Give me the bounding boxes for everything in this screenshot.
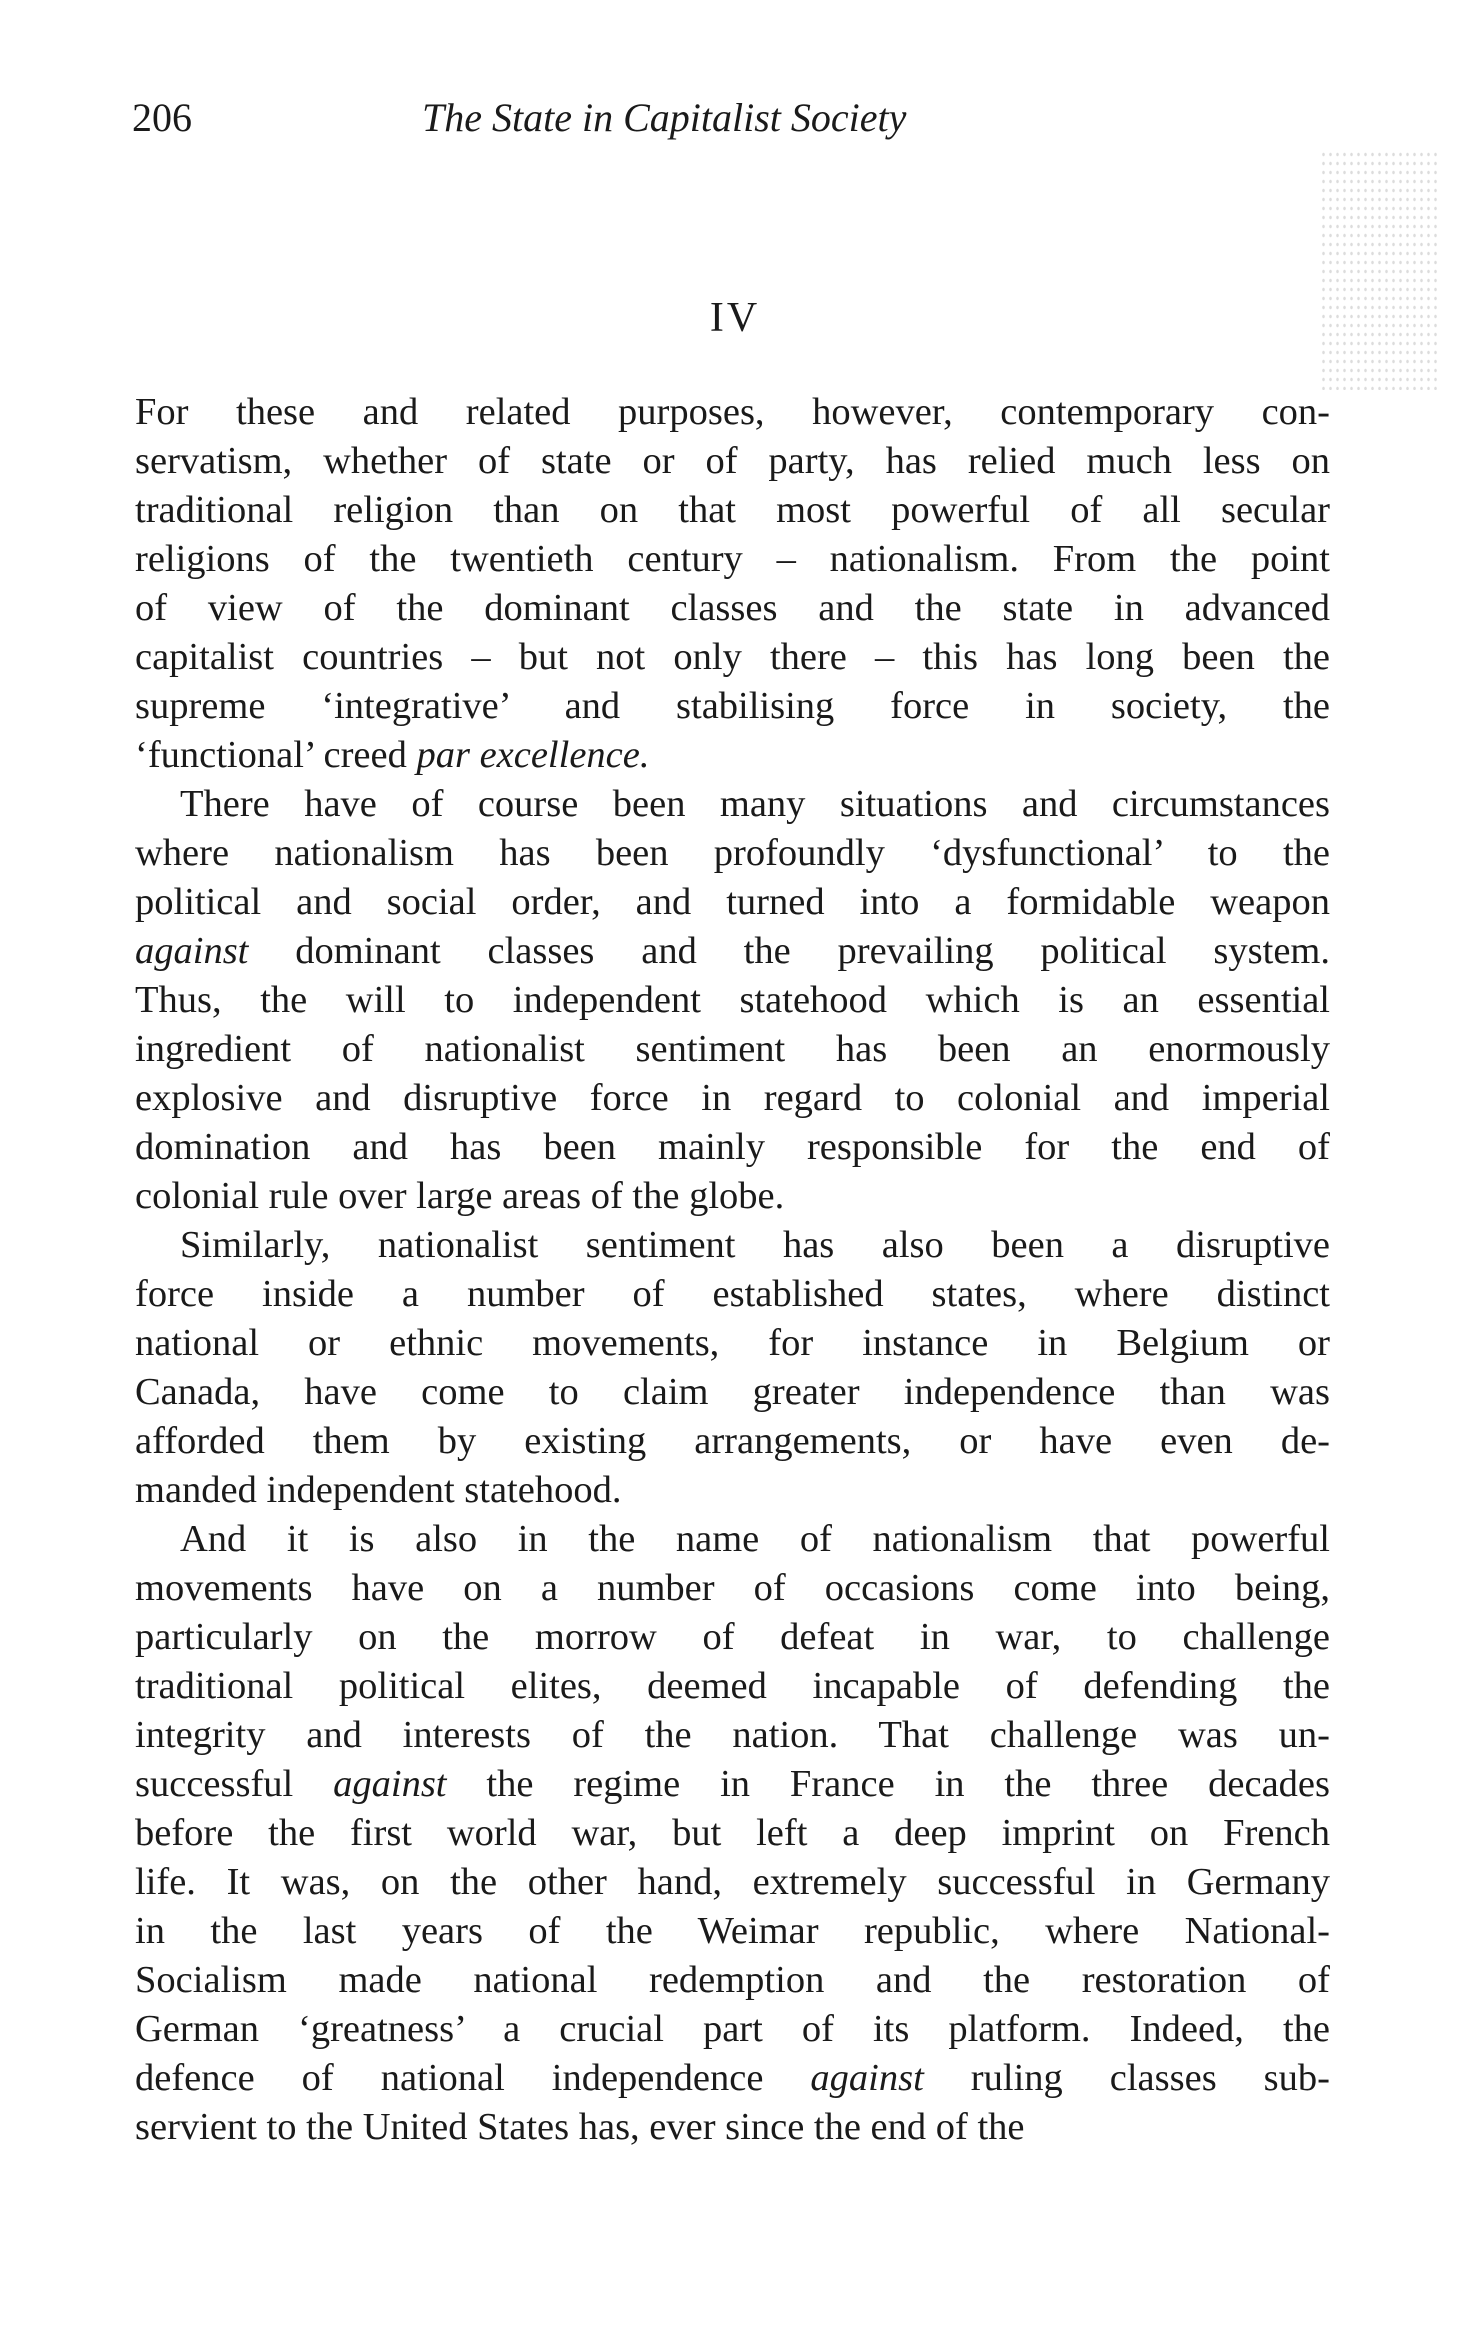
text-line: capitalist countries – but not only there – this has long been the — [135, 636, 1330, 678]
paragraph — [135, 1221, 1330, 1515]
text-line: German ‘greatness’ a crucial part of its platform. Indeed, the — [135, 2008, 1330, 2050]
italic-phrase: par excellence. — [416, 734, 650, 776]
text-line: ‘functional’ creed par excellence. — [135, 734, 650, 776]
text-line: Socialism made national redemption and the restoration of — [135, 1959, 1330, 2001]
paragraph — [135, 1515, 1330, 2152]
text-line: And it is also in the name of nationalism that powerful — [180, 1518, 1330, 1560]
text-line: successful against the regime in France in the three decades — [135, 1763, 1330, 1805]
text-line: There have of course been many situations and circumstances — [180, 783, 1330, 825]
text-line: life. It was, on the other hand, extremely successful in Germany — [135, 1861, 1330, 1903]
text-line: particularly on the morrow of defeat in war, to challenge — [135, 1616, 1330, 1658]
text-line: where nationalism has been profoundly ‘dysfunctional’ to the — [135, 832, 1330, 874]
text-line: in the last years of the Weimar republic, where National- — [135, 1910, 1330, 1952]
text-line: Thus, the will to independent statehood which is an essential — [135, 979, 1330, 1021]
text-line: political and social order, and turned into a formidable weapon — [135, 881, 1330, 923]
text-line: For these and related purposes, however, contemporary con- — [135, 391, 1330, 433]
text-line: supreme ‘integrative’ and stabilising force in society, the — [135, 685, 1330, 727]
paragraph — [135, 388, 1330, 780]
text-line: defence of national independence against ruling classes sub- — [135, 2057, 1330, 2099]
print-speckle — [1320, 150, 1440, 390]
page-number: 206 — [132, 95, 192, 140]
body-text — [135, 388, 1330, 2152]
running-head — [132, 88, 1332, 148]
italic-phrase: against — [333, 1763, 447, 1805]
text-line: servient to the United States has, ever since the end of the — [135, 2106, 1025, 2148]
text-line: Canada, have come to claim greater independence than was — [135, 1371, 1330, 1413]
text-line: against dominant classes and the prevailing political system. — [135, 930, 1330, 972]
text-line: traditional political elites, deemed incapable of defending the — [135, 1665, 1330, 1707]
text-line: movements have on a number of occasions come into being, — [135, 1567, 1330, 1609]
text-line: servatism, whether of state or of party, has relied much less on — [135, 440, 1330, 482]
italic-phrase: against — [810, 2057, 924, 2099]
text-line: Similarly, nationalist sentiment has also been a disruptive — [180, 1224, 1330, 1266]
text-line: integrity and interests of the nation. That challenge was un- — [135, 1714, 1330, 1756]
paragraph — [135, 780, 1330, 1221]
text-line: traditional religion than on that most powerful of all secular — [135, 489, 1330, 531]
text-line: of view of the dominant classes and the state in advanced — [135, 587, 1330, 629]
text-line: afforded them by existing arrangements, or have even de- — [135, 1420, 1330, 1462]
text-line: before the first world war, but left a deep imprint on French — [135, 1812, 1330, 1854]
text-line: colonial rule over large areas of the globe. — [135, 1175, 785, 1217]
section-heading: IV — [709, 295, 761, 341]
text-line: ingredient of nationalist sentiment has been an enormously — [135, 1028, 1330, 1070]
text-line: domination and has been mainly responsible for the end of — [135, 1126, 1330, 1168]
text-line: national or ethnic movements, for instance in Belgium or — [135, 1322, 1330, 1364]
text-line: explosive and disruptive force in regard to colonial and imperial — [135, 1077, 1330, 1119]
text-line: manded independent statehood. — [135, 1469, 622, 1511]
text-line: religions of the twentieth century – nationalism. From the point — [135, 538, 1330, 580]
running-title: The State in Capitalist Society — [422, 95, 907, 140]
text-line: force inside a number of established states, where distinct — [135, 1273, 1330, 1315]
italic-phrase: against — [135, 930, 249, 972]
